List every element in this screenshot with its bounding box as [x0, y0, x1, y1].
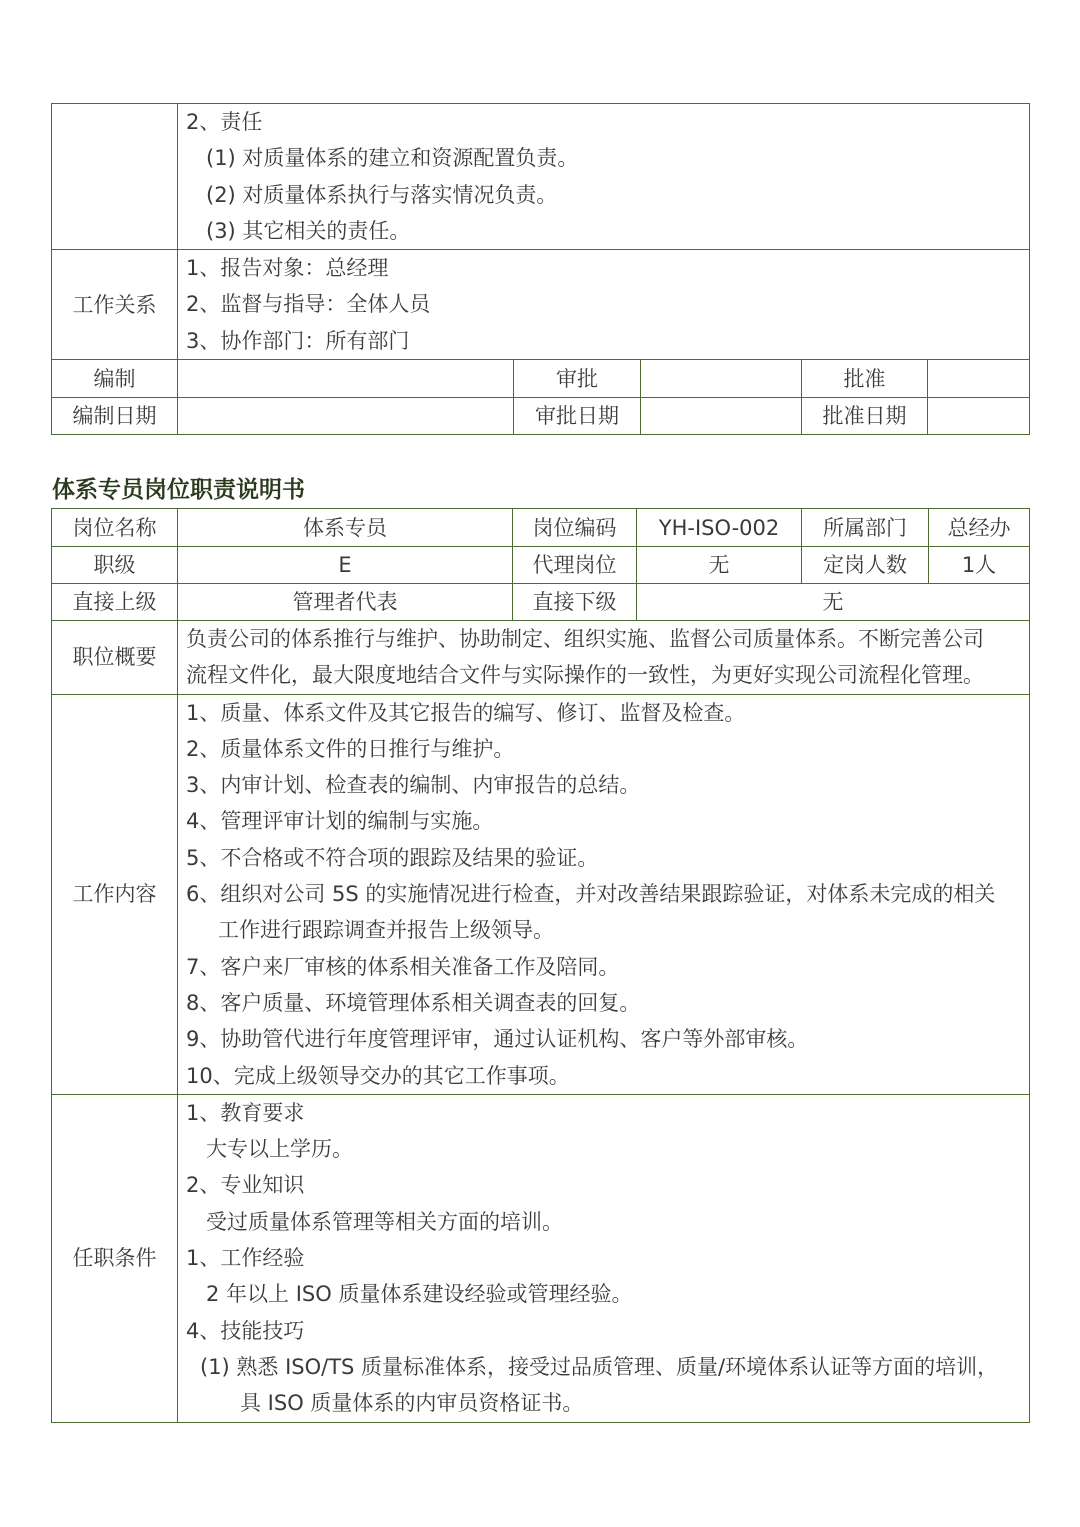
- text-line: (2) 对质量体系执行与落实情况负责。: [206, 182, 558, 207]
- compile-label: 编制: [52, 360, 178, 398]
- subordinate-value: 无: [637, 584, 1030, 621]
- list-item: 1、教育要求: [186, 1100, 305, 1125]
- list-item: 受过质量体系管理等相关方面的培训。: [206, 1209, 563, 1234]
- text-line: 负责公司的体系推行与维护、协助制定、组织实施、监督公司质量体系。不断完善公司: [186, 627, 984, 651]
- review-date-label: 审批日期: [514, 398, 641, 435]
- position-code-value: YH-ISO-002: [637, 509, 802, 547]
- text-line: 流程文件化，最大限度地结合文件与实际操作的一致性，为更好实现公司流程化管理。: [186, 663, 984, 688]
- qualifications-label: 任职条件: [52, 1094, 178, 1422]
- duties-cell: [178, 694, 1030, 1094]
- responsibility-cell: [178, 104, 1030, 250]
- position-name-value: 体系专员: [178, 509, 513, 547]
- text-line: 2、责任: [186, 110, 263, 134]
- headcount-label: 定岗人数: [802, 547, 929, 584]
- list-item: 5、不合格或不符合项的跟踪及结果的验证。: [186, 845, 599, 870]
- list-item: 9、协助管代进行年度管理评审，通过认证机构、客户等外部审核。: [186, 1027, 809, 1052]
- department-value: 总经办: [929, 509, 1030, 547]
- compile-date-value: [178, 398, 514, 435]
- list-item: 具 ISO 质量体系的内审员资格证书。: [240, 1391, 584, 1416]
- list-item: 1、工作经验: [186, 1246, 305, 1271]
- approve-date-value: [928, 398, 1030, 435]
- job-description-table: [51, 508, 1030, 1423]
- list-item: (1) 熟悉 ISO/TS 质量标准体系，接受过品质管理、质量/环境体系认证等方面的培训，: [200, 1354, 999, 1379]
- approve-label: 批准: [802, 360, 928, 398]
- relations-label: 工作关系: [52, 250, 178, 360]
- deputy-label: 代理岗位: [513, 547, 637, 584]
- text-line: 2、监督与指导：全体人员: [186, 292, 431, 317]
- list-item: 2、质量体系文件的日推行与维护。: [186, 736, 515, 761]
- previous-position-table: [51, 103, 1030, 435]
- grade-value: E: [178, 547, 513, 584]
- list-item: 工作进行跟踪调查并报告上级领导。: [218, 918, 554, 943]
- subordinate-label: 直接下级: [513, 584, 637, 621]
- superior-label: 直接上级: [52, 584, 178, 621]
- responsibility-label-cell: [52, 104, 178, 250]
- text-line: 3、协作部门：所有部门: [186, 328, 410, 353]
- summary-label: 职位概要: [52, 621, 178, 695]
- list-item: 2 年以上 ISO 质量体系建设经验或管理经验。: [206, 1282, 633, 1307]
- list-item: 7、客户来厂审核的体系相关准备工作及陪同。: [186, 954, 620, 979]
- list-item: 2、专业知识: [186, 1173, 305, 1198]
- review-date-value: [641, 398, 802, 435]
- compile-date-label: 编制日期: [52, 398, 178, 435]
- list-item: 4、管理评审计划的编制与实施。: [186, 809, 494, 834]
- approve-date-label: 批准日期: [802, 398, 928, 435]
- list-item: 8、客户质量、环境管理体系相关调查表的回复。: [186, 990, 641, 1015]
- position-code-label: 岗位编码: [513, 509, 637, 547]
- list-item: 1、质量、体系文件及其它报告的编写、修订、监督及检查。: [186, 700, 746, 725]
- department-label: 所属部门: [802, 509, 929, 547]
- text-line: (1) 对质量体系的建立和资源配置负责。: [206, 146, 579, 171]
- list-item: 10、完成上级领导交办的其它工作事项。: [186, 1063, 570, 1088]
- review-label: 审批: [514, 360, 641, 398]
- list-item: 3、内审计划、检查表的编制、内审报告的总结。: [186, 773, 641, 798]
- approve-value: [928, 360, 1030, 398]
- qualifications-cell: [178, 1094, 1030, 1422]
- deputy-value: 无: [637, 547, 802, 584]
- position-name-label: 岗位名称: [52, 509, 178, 547]
- headcount-value: 1人: [929, 547, 1030, 584]
- duties-label: 工作内容: [52, 694, 178, 1094]
- text-line: (3) 其它相关的责任。: [206, 218, 411, 243]
- review-value: [641, 360, 802, 398]
- text-line: 1、报告对象：总经理: [186, 256, 389, 281]
- superior-value: 管理者代表: [178, 584, 513, 621]
- compile-value: [178, 360, 514, 398]
- summary-cell: [178, 621, 1030, 695]
- document-title: 体系专员岗位职责说明书: [52, 476, 305, 503]
- list-item: 6、组织对公司 5S 的实施情况进行检查，并对改善结果跟踪验证，对体系未完成的相关: [186, 882, 996, 907]
- grade-label: 职级: [52, 547, 178, 584]
- list-item: 大专以上学历。: [206, 1137, 353, 1162]
- relations-cell: [178, 250, 1030, 360]
- list-item: 4、技能技巧: [186, 1318, 305, 1343]
